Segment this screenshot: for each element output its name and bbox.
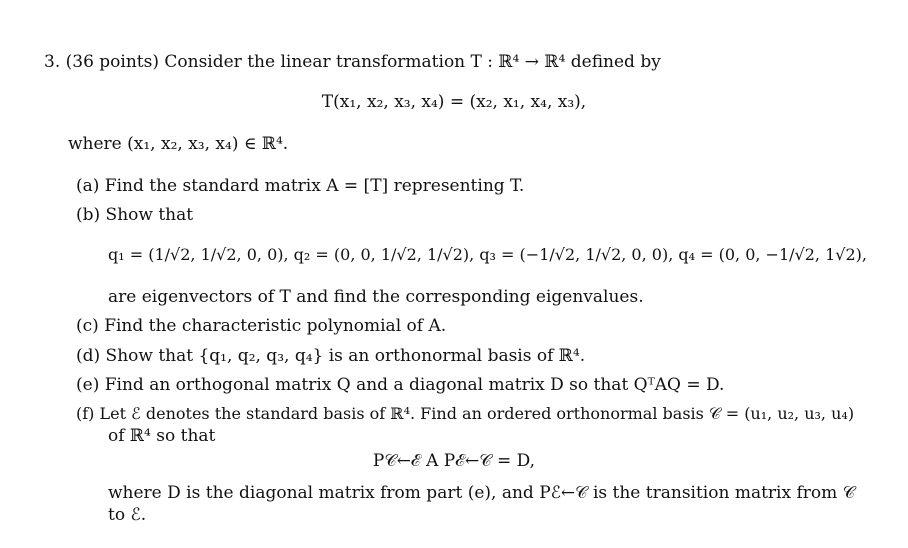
problem-heading: 3. (36 points) Consider the linear transformation T : ℝ⁴ → ℝ⁴ defined by xyxy=(44,52,661,72)
part-d: (d) Show that {q₁, q₂, q₃, q₄} is an orthonormal basis of ℝ⁴. xyxy=(76,346,586,366)
part-f-tail2: to ℰ. xyxy=(108,505,147,525)
part-b-eigenvectors: q₁ = (1/√2, 1/√2, 0, 0), q₂ = (0, 0, 1/√2, 1/√2), q₃ = (−1/√2, 1/√2, 0, 0), q₄ = (0, 0, −1/√2, 1√2), xyxy=(108,245,867,264)
part-a: (a) Find the standard matrix A = [T] representing T. xyxy=(76,176,525,196)
part-f-tail1: where D is the diagonal matrix from part (e), and Pℰ←𝒞 is the transition matrix from 𝒞 xyxy=(108,483,856,503)
part-b-tail: are eigenvectors of T and find the corresponding eigenvalues. xyxy=(108,287,644,307)
domain-note: where (x₁, x₂, x₃, x₄) ∈ ℝ⁴. xyxy=(68,134,289,154)
part-f-equation: P𝒞←ℰ A Pℰ←𝒞 = D, xyxy=(372,451,536,471)
part-b-intro: (b) Show that xyxy=(76,205,194,225)
part-f-line1: (f) Let ℰ denotes the standard basis of ℝ⁴. Find an ordered orthonormal basis 𝒞 = (u₁, u₂, u₃, u₄) xyxy=(76,404,855,423)
transformation-definition: T(x₁, x₂, x₃, x₄) = (x₂, x₁, x₄, x₃), xyxy=(321,92,587,112)
part-c: (c) Find the characteristic polynomial of A. xyxy=(76,316,447,336)
part-e: (e) Find an orthogonal matrix Q and a diagonal matrix D so that QᵀAQ = D. xyxy=(76,375,725,395)
part-f-line2: of ℝ⁴ so that xyxy=(108,426,216,446)
